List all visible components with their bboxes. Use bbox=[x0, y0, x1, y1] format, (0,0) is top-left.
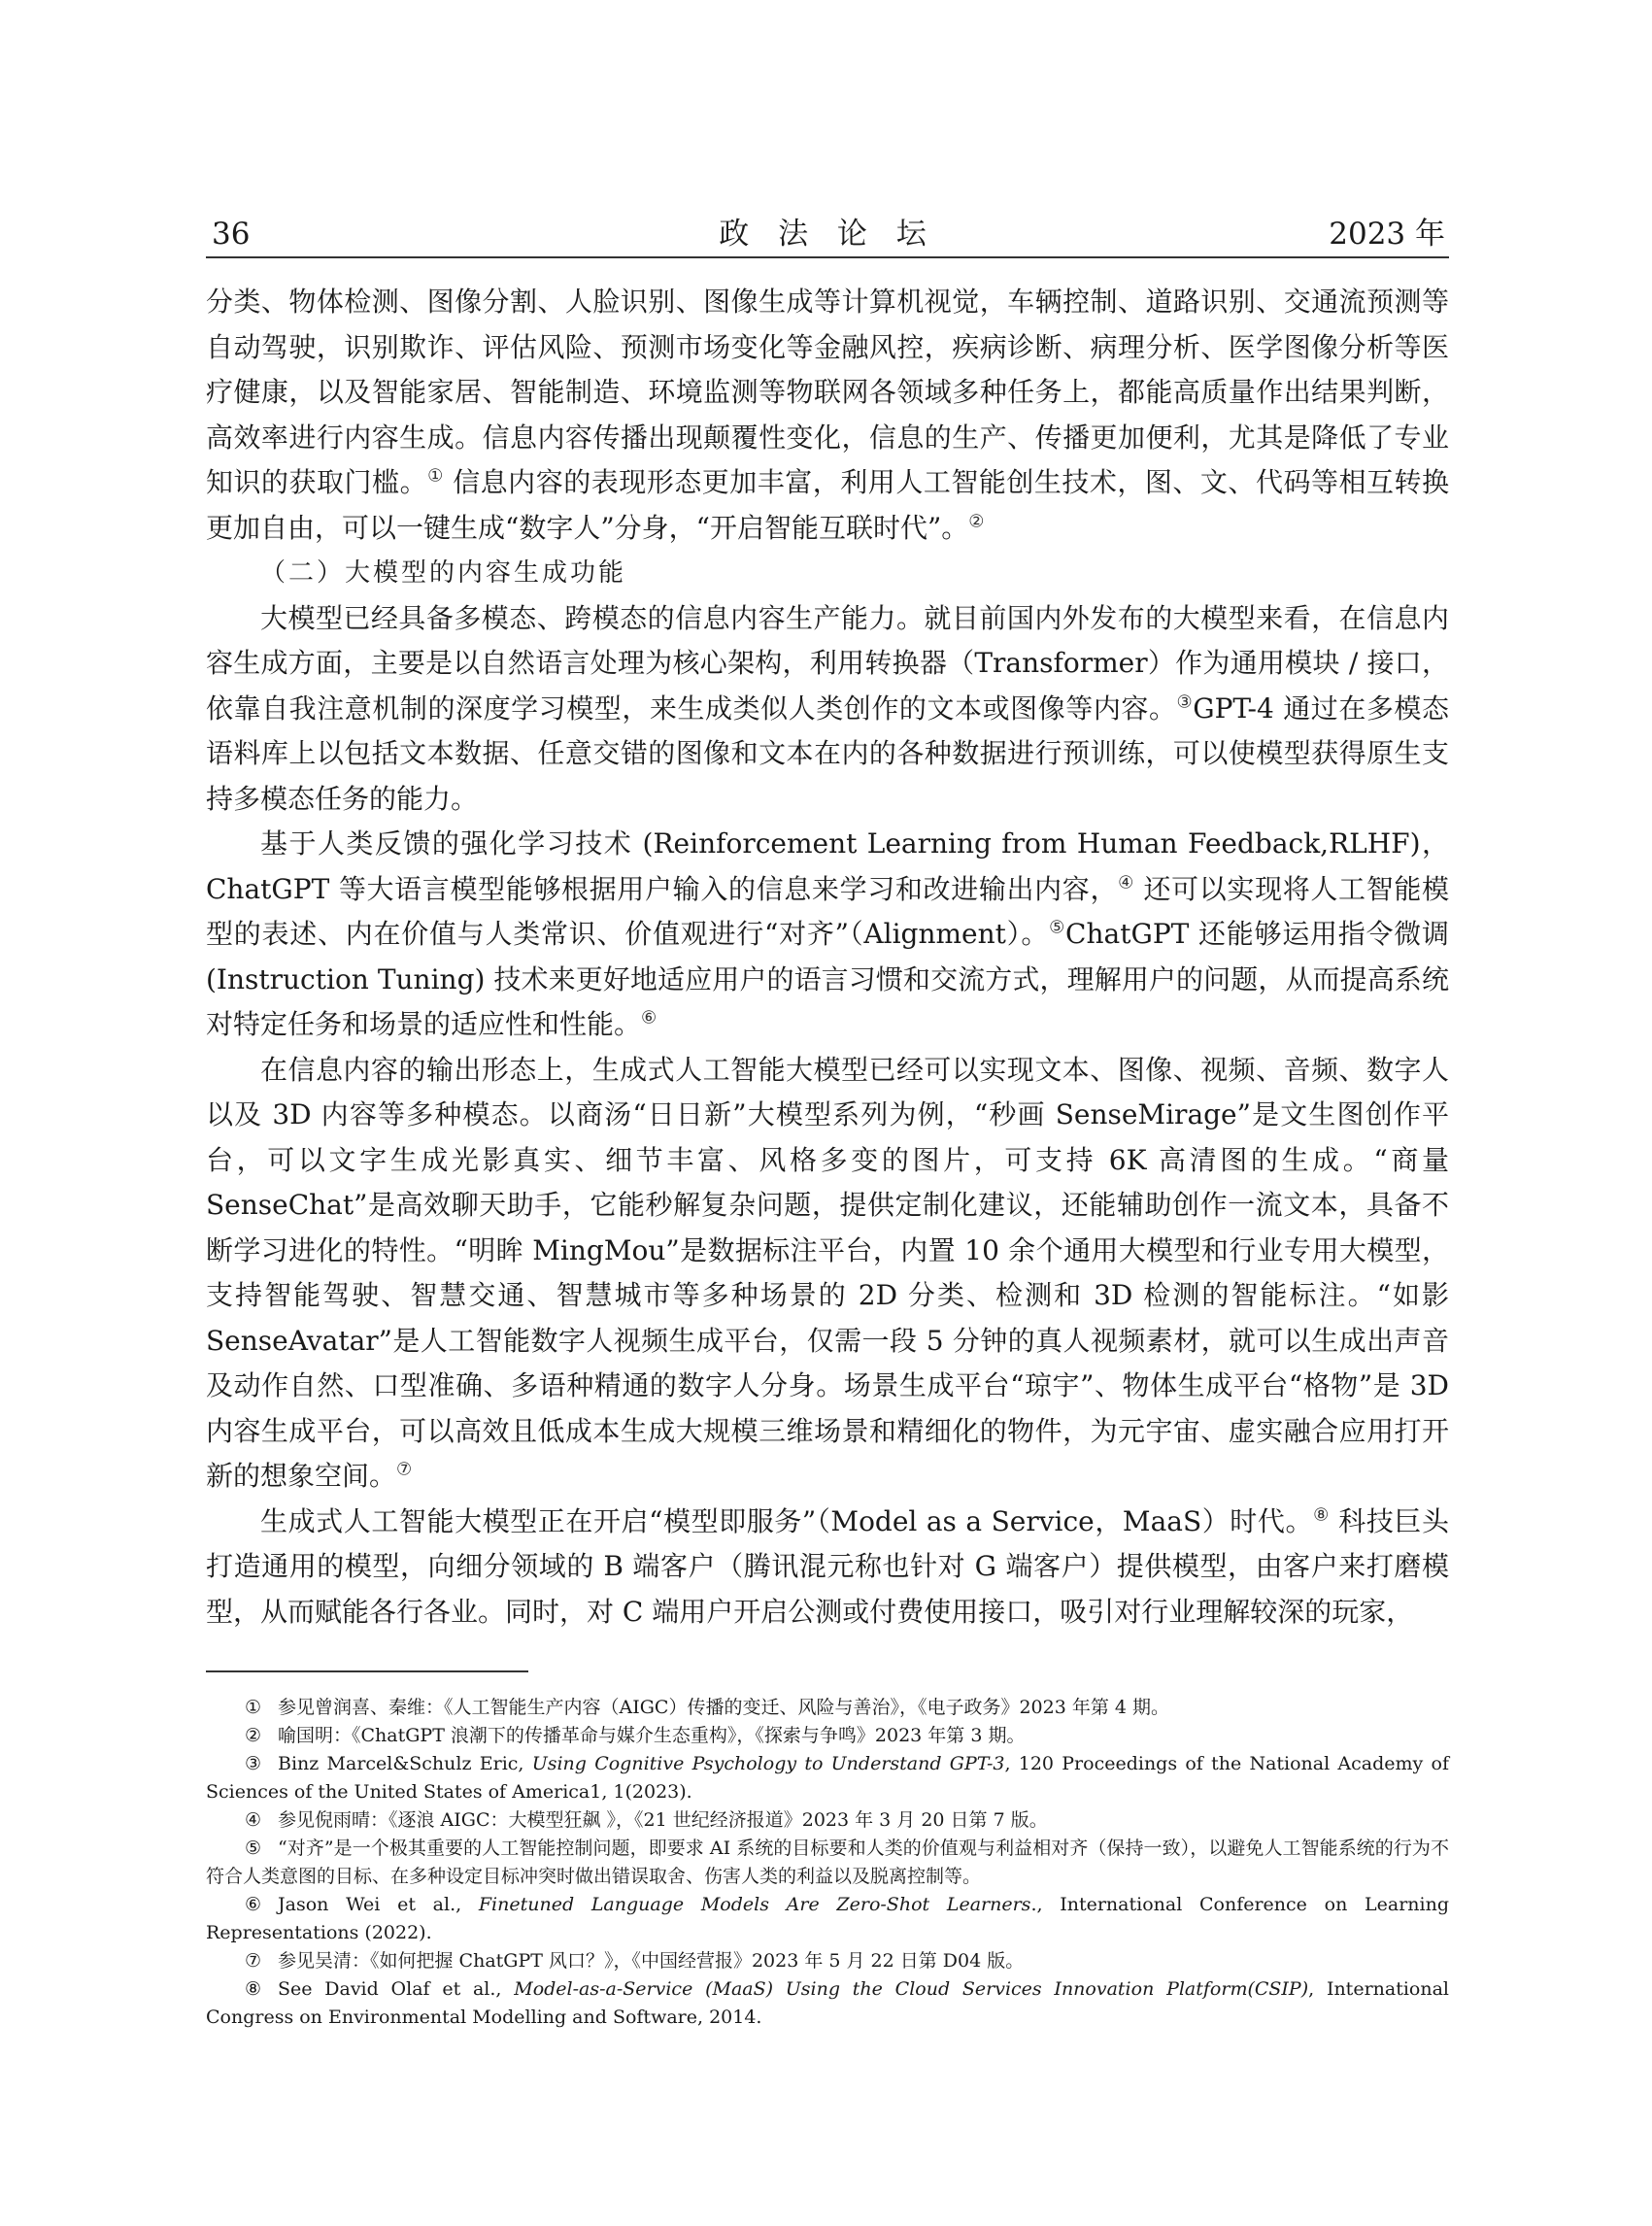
footnote-ref[interactable]: ② bbox=[968, 511, 985, 532]
footnote-ref[interactable]: ⑥ bbox=[641, 1007, 657, 1029]
header-rule bbox=[206, 256, 1449, 258]
footnote: ④ 参见倪雨晴：《逐浪 AIGC：大模型狂飙 》，《21 世纪经济报道》2023 年 3 月 20 日第 7 版。 bbox=[245, 1809, 1048, 1831]
footnote: ① 参见曾润喜、秦维：《人工智能生产内容（AIGC）传播的变迁、风险与善治》，《电子政务》2023 年第 4 期。 bbox=[245, 1697, 1170, 1718]
running-header bbox=[206, 213, 1449, 255]
footnote-ref[interactable]: ⑤ bbox=[1049, 917, 1066, 938]
main-text bbox=[206, 280, 1449, 1635]
issue-year: 2023 年 bbox=[1329, 217, 1445, 252]
footnote-separator bbox=[206, 1670, 528, 1672]
footnote: ⑤ “对齐”是一个极其重要的人工智能控制问题，即要求 AI 系统的目标要和人类的价值观与利益相对齐（保持一致），以避免人工智能系统的行为不符合人类意图的目标、在多种设定目标冲突时做出错误取舍、伤害人类的利益以及脱离控制等。 bbox=[206, 1838, 1449, 1887]
footnotes bbox=[206, 1694, 1449, 2032]
paragraph: 大模型已经具备多模态、跨模态的信息内容生产能力。就目前国内外发布的大模型来看，在信息内容生成方面，主要是以自然语言处理为核心架构，利用转换器（Transformer）作为通用模块 / 接口，依靠自我注意机制的深度学习模型，来生成类似人类创作的文本或图像等内容。③GPT-4 通过在多模态语料库上以包括文本数据、任意交错的图像和文本在内的各种数据进行预训练，可以使模型获得原生支持多模态任务的能力。 bbox=[206, 601, 1449, 815]
section-heading: （二）大模型的内容生成功能 bbox=[260, 558, 627, 588]
footnote-ref[interactable]: ⑦ bbox=[396, 1459, 413, 1480]
paragraph: 基于人类反馈的强化学习技术 (Reinforcement Learning from Human Feedback,RLHF)，ChatGPT 等大语言模型能够根据用户输入的信息来学习和改进输出内容，④ 还可以实现将人工智能模型的表述、内在价值与人类常识、价值观进行“对齐”（Alignment）。⑤ChatGPT 还能够运用指令微调 (Instruction Tuning) 技术来更好地适应用户的语言习惯和交流方式，理解用户的问题，从而提高系统对特定任务和场景的适应性和性能。⑥ bbox=[206, 827, 1450, 1040]
footnote: ⑦ 参见吴清：《如何把握 ChatGPT 风口？》，《中国经营报》2023 年 5 月 22 日第 D04 版。 bbox=[245, 1950, 1025, 1972]
footnote: ⑧ See David Olaf et al., Model-as-a-Service (MaaS) Using the Cloud Services Innovation Platform(CSIP), International Congress on Environmental Modelling and Software, 2014. bbox=[206, 1978, 1450, 2028]
paragraph: 在信息内容的输出形态上，生成式人工智能大模型已经可以实现文本、图像、视频、音频、数字人以及 3D 内容等多种模态。以商汤“日日新”大模型系列为例，“秒画 SenseMirage”是文生图创作平台，可以文字生成光影真实、细节丰富、风格多变的图片，可支持 6K 高清图的生成。“商量 SenseChat”是高效聊天助手，它能秒解复杂问题，提供定制化建议，还能辅助创作一流文本，具备不断学习进化的特性。“明眸 MingMou”是数据标注平台，内置 10 余个通用大模型和行业专用大模型，支持智能驾驶、智慧交通、智慧城市等多种场景的 2D 分类、检测和 3D 检测的智能标注。“如影 SenseAvatar”是人工智能数字人视频生成平台，仅需一段 5 分钟的真人视频素材，就可以生成出声音及动作自然、口型准确、多语种精通的数字人分身。场景生成平台“琼宇”、物体生成平台“格物”是 3D 内容生成平台，可以高效且低成本生成大规模三维场景和精细化的物件，为元宇宙、虚实融合应用打开新的想象空间。⑦ bbox=[206, 1053, 1449, 1492]
footnote-ref[interactable]: ① bbox=[427, 465, 444, 487]
footnote: ③ Binz Marcel&Schulz Eric, Using Cognitive Psychology to Understand GPT-3, 120 Proceedings of the National Academy of Sciences of the United States of America1, 1(2023). bbox=[206, 1753, 1450, 1803]
footnote-ref[interactable]: ④ bbox=[1118, 872, 1134, 894]
footnote-ref[interactable]: ⑧ bbox=[1313, 1504, 1330, 1526]
footnote: ② 喻国明：《ChatGPT 浪潮下的传播革命与媒介生态重构》，《探索与争鸣》2023 年第 3 期。 bbox=[245, 1725, 1026, 1746]
journal-title: 政 法 论 坛 bbox=[719, 217, 936, 252]
paragraph-continued: 分类、物体检测、图像分割、人脸识别、图像生成等计算机视觉，车辆控制、道路识别、交通流预测等自动驾驶，识别欺诈、评估风险、预测市场变化等金融风控，疾病诊断、病理分析、医学图像分析等医疗健康，以及智能家居、智能制造、环境监测等物联网各领域多种任务上，都能高质量作出结果判断，高效率进行内容生成。信息内容传播出现颠覆性变化，信息的生产、传播更加便利，尤其是降低了专业知识的获取门槛。① 信息内容的表现形态更加丰富，利用人工智能创生技术，图、文、代码等相互转换更加自由，可以一键生成“数字人”分身，“开启智能互联时代”。② bbox=[206, 286, 1450, 544]
page-number: 36 bbox=[212, 217, 251, 252]
footnote: ⑥ Jason Wei et al., Finetuned Language Models Are Zero-Shot Learners., International Conference on Learning Representations (2022). bbox=[206, 1894, 1449, 1943]
footnote-ref[interactable]: ③ bbox=[1176, 691, 1194, 713]
paragraph: 生成式人工智能大模型正在开启“模型即服务”（Model as a Service，MaaS）时代。⑧ 科技巨头打造通用的模型，向细分领域的 B 端客户（腾讯混元称也针对 G 端客户）提供模型，由客户来打磨模型，从而赋能各行各业。同时，对 C 端用户开启公测或付费使用接口，吸引对行业理解较深的玩家， bbox=[206, 1504, 1450, 1628]
